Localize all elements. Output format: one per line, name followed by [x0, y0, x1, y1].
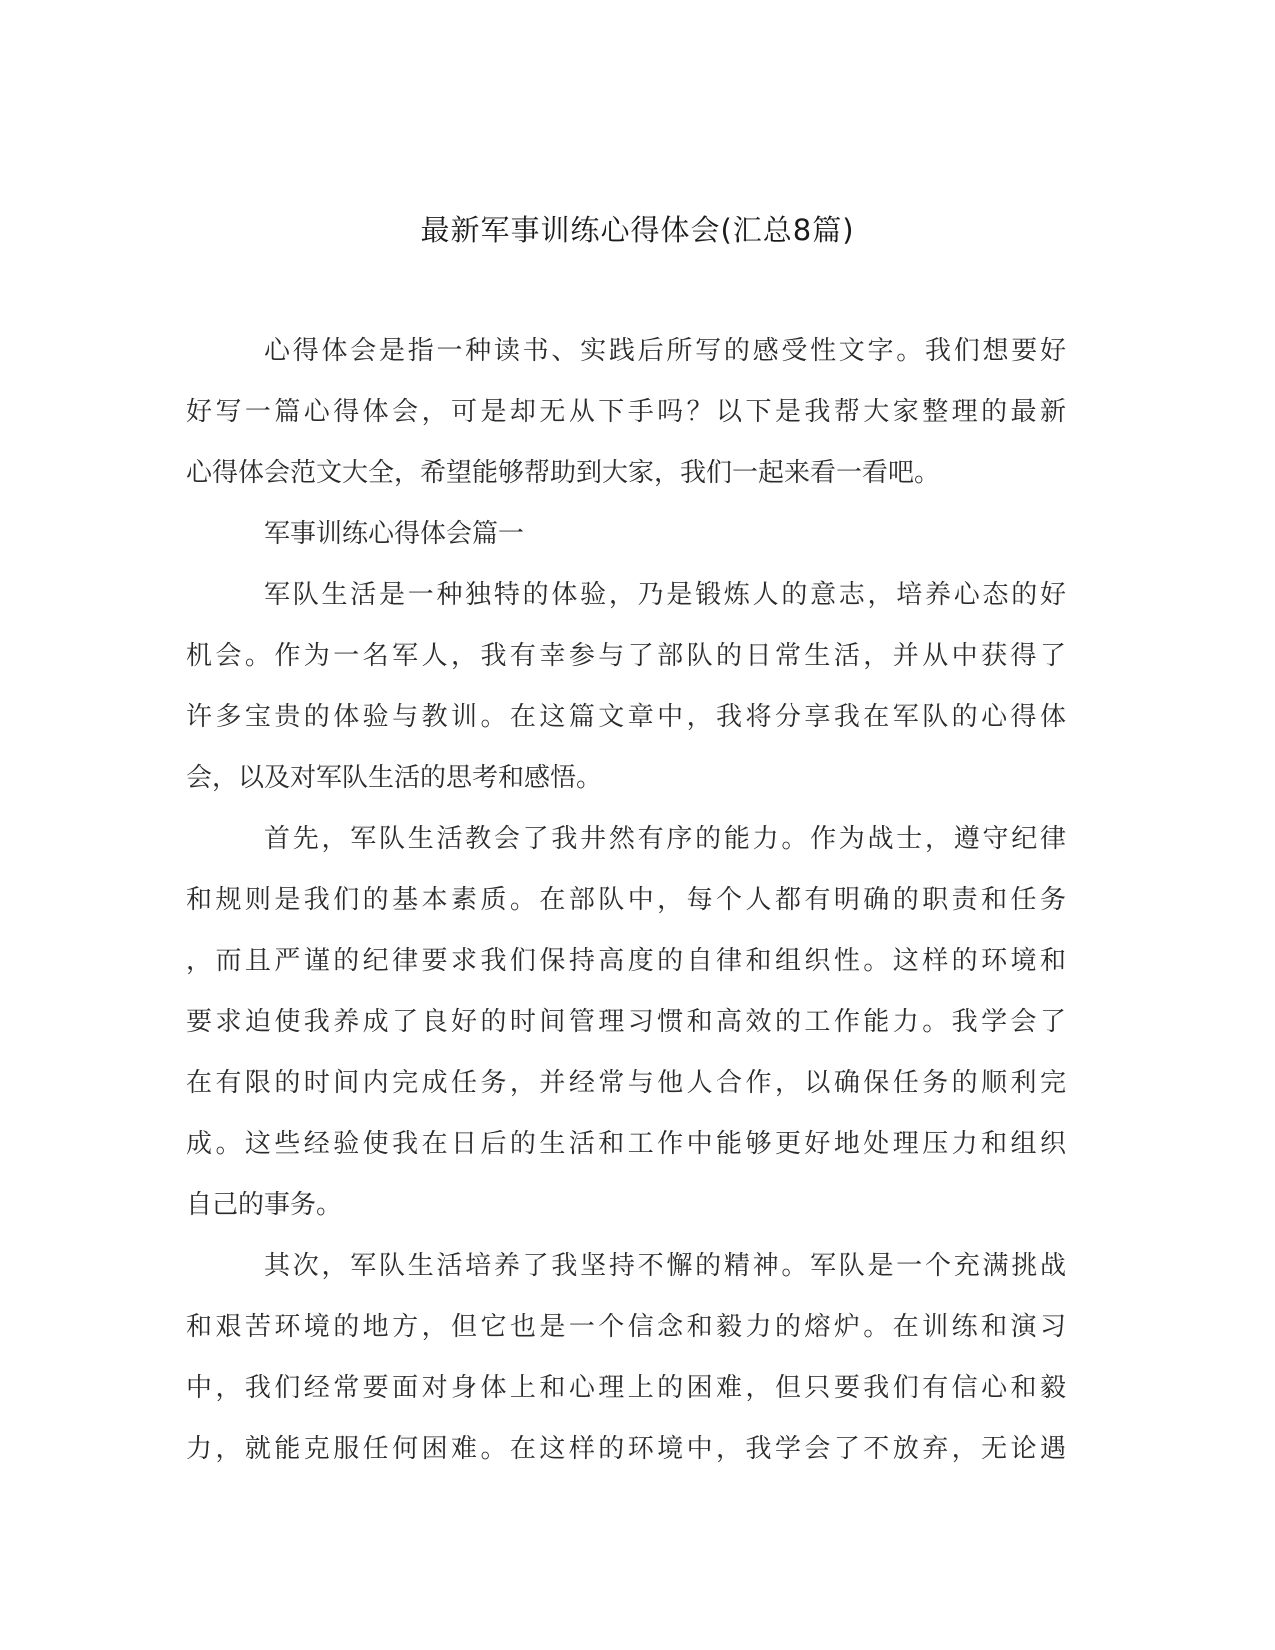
- text-line: 许多宝贵的体验与教训。在这篇文章中，我将分享我在军队的心得体: [186, 702, 1066, 732]
- text-line: 其次，军队生活培养了我坚持不懈的精神。军队是一个充满挑战: [264, 1251, 1066, 1281]
- text-line: 心得体会范文大全，希望能够帮助到大家，我们一起来看一看吧。: [186, 458, 941, 488]
- document-title: 最新军事训练心得体会(汇总8篇): [420, 213, 855, 247]
- text-line: 心得体会是指一种读书、实践后所写的感受性文字。我们想要好: [264, 336, 1066, 366]
- text-line: 好写一篇心得体会，可是却无从下手吗？以下是我帮大家整理的最新: [186, 397, 1066, 427]
- text-line: 首先，军队生活教会了我井然有序的能力。作为战士，遵守纪律: [264, 824, 1066, 854]
- section-heading: 军事训练心得体会篇一: [264, 519, 525, 549]
- text-line: 和规则是我们的基本素质。在部队中，每个人都有明确的职责和任务: [186, 885, 1066, 915]
- text-line: 力，就能克服任何困难。在这样的环境中，我学会了不放弃，无论遇: [186, 1434, 1066, 1464]
- text-line: 成。这些经验使我在日后的生活和工作中能够更好地处理压力和组织: [186, 1129, 1066, 1159]
- text-line: 会，以及对军队生活的思考和感悟。: [186, 763, 603, 793]
- text-line: 自己的事务。: [186, 1190, 343, 1220]
- text-line: 要求迫使我养成了良好的时间管理习惯和高效的工作能力。我学会了: [186, 1007, 1066, 1037]
- document-body: [186, 321, 1066, 1480]
- text-line: 和艰苦环境的地方，但它也是一个信念和毅力的熔炉。在训练和演习: [186, 1312, 1066, 1342]
- text-line: ，而且严谨的纪律要求我们保持高度的自律和组织性。这样的环境和: [186, 946, 1066, 976]
- text-line: 中，我们经常要面对身体上和心理上的困难，但只要我们有信心和毅: [186, 1373, 1066, 1403]
- text-line: 机会。作为一名军人，我有幸参与了部队的日常生活，并从中获得了: [186, 641, 1066, 671]
- text-line: 军队生活是一种独特的体验，乃是锻炼人的意志，培养心态的好: [264, 580, 1066, 610]
- text-line: 在有限的时间内完成任务，并经常与他人合作，以确保任务的顺利完: [186, 1068, 1066, 1098]
